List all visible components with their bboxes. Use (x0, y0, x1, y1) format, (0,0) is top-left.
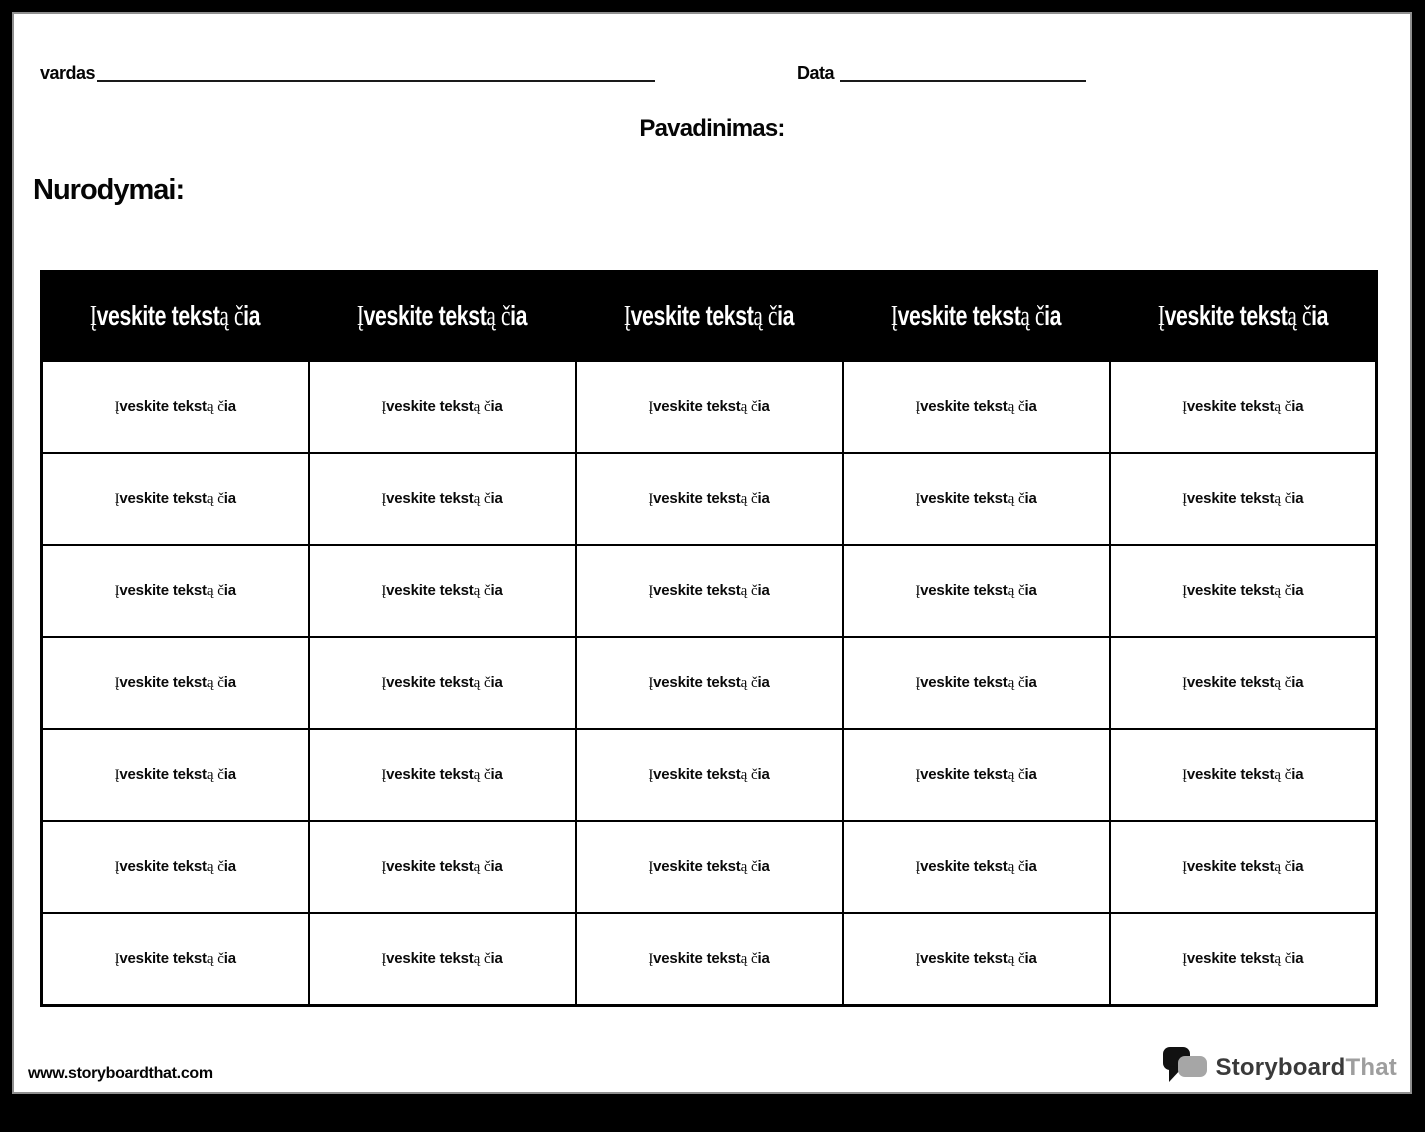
table-cell[interactable] (42, 821, 309, 913)
table-cell-text: Įveskite tekstą čia (381, 858, 503, 875)
table-cell-text: Įveskite tekstą čia (648, 490, 770, 507)
table-row (42, 453, 1377, 545)
table-cell-text: Įveskite tekstą čia (114, 950, 236, 967)
table-cell-text: Įveskite tekstą čia (381, 582, 503, 599)
table-row (42, 729, 1377, 821)
table-cell[interactable] (843, 821, 1110, 913)
table-cell-text: Įveskite tekstą čia (915, 398, 1037, 415)
table-cell[interactable] (576, 637, 843, 729)
table-cell-text: Įveskite tekstą čia (114, 674, 236, 691)
table-cell-text: Įveskite tekstą čia (114, 582, 236, 599)
table-cell-text: Įveskite tekstą čia (381, 950, 503, 967)
table-cell[interactable] (576, 545, 843, 637)
table-cell[interactable] (42, 913, 309, 1006)
table-cell-text: Įveskite tekstą čia (648, 582, 770, 599)
table-cell[interactable] (843, 361, 1110, 453)
table-cell-text: Įveskite tekstą čia (648, 858, 770, 875)
worksheet-page (12, 12, 1412, 1094)
table-cell[interactable] (1110, 637, 1377, 729)
table-cell[interactable] (309, 453, 576, 545)
worksheet-table (40, 270, 1378, 1007)
table-cell[interactable] (42, 453, 309, 545)
table-cell[interactable] (42, 729, 309, 821)
table-header-text: Įveskite tekstą čia (90, 300, 261, 332)
table-cell[interactable] (843, 913, 1110, 1006)
table-row (42, 637, 1377, 729)
table-cell[interactable] (843, 637, 1110, 729)
date-label: Data (797, 63, 835, 83)
table-cell[interactable] (843, 453, 1110, 545)
table-cell[interactable] (1110, 729, 1377, 821)
table-cell[interactable] (1110, 361, 1377, 453)
table-cell-text: Įveskite tekstą čia (381, 490, 503, 507)
speech-bubbles-icon (1163, 1047, 1209, 1088)
table-header-text: Įveskite tekstą čia (1157, 300, 1328, 332)
table-cell[interactable] (309, 729, 576, 821)
table-cell[interactable] (42, 545, 309, 637)
table-cell[interactable] (309, 545, 576, 637)
table-cell-text: Įveskite tekstą čia (915, 490, 1037, 507)
table-header-cell[interactable] (843, 272, 1110, 362)
table-cell-text: Įveskite tekstą čia (915, 674, 1037, 691)
table-cell-text: Įveskite tekstą čia (381, 674, 503, 691)
table-cell-text: Įveskite tekstą čia (381, 398, 503, 415)
table-cell-text: Įveskite tekstą čia (114, 858, 236, 875)
table-cell-text: Įveskite tekstą čia (1182, 674, 1304, 691)
table-cell-text: Įveskite tekstą čia (1182, 582, 1304, 599)
page-title: Pavadinimas: (639, 115, 785, 142)
date-write-line (840, 79, 1086, 82)
table-cell-text: Įveskite tekstą čia (648, 398, 770, 415)
table-cell-text: Įveskite tekstą čia (1182, 858, 1304, 875)
table-header-text: Įveskite tekstą čia (890, 300, 1062, 332)
name-label: vardas (40, 63, 96, 83)
table-cell[interactable] (576, 913, 843, 1006)
table-header-row (42, 272, 1377, 362)
table-cell-text: Įveskite tekstą čia (1182, 398, 1304, 415)
table-cell-text: Įveskite tekstą čia (114, 766, 236, 783)
instructions-label: Nurodymai: (33, 174, 185, 206)
table-row (42, 545, 1377, 637)
table-cell[interactable] (309, 913, 576, 1006)
table-cell[interactable] (843, 729, 1110, 821)
table-cell[interactable] (309, 821, 576, 913)
table-cell[interactable] (1110, 545, 1377, 637)
table-cell[interactable] (309, 637, 576, 729)
table-row (42, 913, 1377, 1006)
table-cell-text: Įveskite tekstą čia (114, 490, 236, 507)
table-cell[interactable] (576, 821, 843, 913)
table-cell[interactable] (42, 361, 309, 453)
table-cell[interactable] (309, 361, 576, 453)
table-cell[interactable] (42, 637, 309, 729)
table-cell-text: Įveskite tekstą čia (1182, 490, 1304, 507)
table-cell[interactable] (576, 453, 843, 545)
table-row (42, 821, 1377, 913)
table-cell-text: Įveskite tekstą čia (915, 582, 1037, 599)
table-cell[interactable] (1110, 821, 1377, 913)
table-cell[interactable] (1110, 913, 1377, 1006)
logo-text (1216, 1054, 1397, 1082)
table-cell-text: Įveskite tekstą čia (915, 950, 1037, 967)
table-cell[interactable] (576, 361, 843, 453)
table-cell-text: Įveskite tekstą čia (381, 766, 503, 783)
table-cell-text: Įveskite tekstą čia (1182, 766, 1304, 783)
table-cell-text: Įveskite tekstą čia (1182, 950, 1304, 967)
table-header-cell[interactable] (576, 272, 843, 362)
logo-text-primary: Storyboard (1215, 1053, 1346, 1081)
table-cell-text: Įveskite tekstą čia (915, 858, 1037, 875)
table-row (42, 361, 1377, 453)
table-cell[interactable] (576, 729, 843, 821)
table-cell[interactable] (1110, 453, 1377, 545)
table-header-cell[interactable] (1110, 272, 1377, 362)
storyboardthat-logo (1163, 1047, 1397, 1088)
table-cell-text: Įveskite tekstą čia (648, 950, 770, 967)
table-cell-text: Įveskite tekstą čia (114, 398, 236, 415)
table-cell[interactable] (843, 545, 1110, 637)
name-write-line (97, 79, 655, 82)
table-cell-text: Įveskite tekstą čia (648, 674, 770, 691)
table-body (42, 361, 1377, 1006)
table-header-text: Įveskite tekstą čia (356, 300, 528, 332)
logo-text-secondary: That (1345, 1053, 1397, 1081)
table-cell-text: Įveskite tekstą čia (648, 766, 770, 783)
table-cell-text: Įveskite tekstą čia (915, 766, 1037, 783)
table-header-text: Įveskite tekstą čia (623, 300, 795, 332)
table-header-cell[interactable] (42, 272, 309, 362)
table-header-cell[interactable] (309, 272, 576, 362)
footer-url: www.storyboardthat.com (28, 1065, 213, 1082)
